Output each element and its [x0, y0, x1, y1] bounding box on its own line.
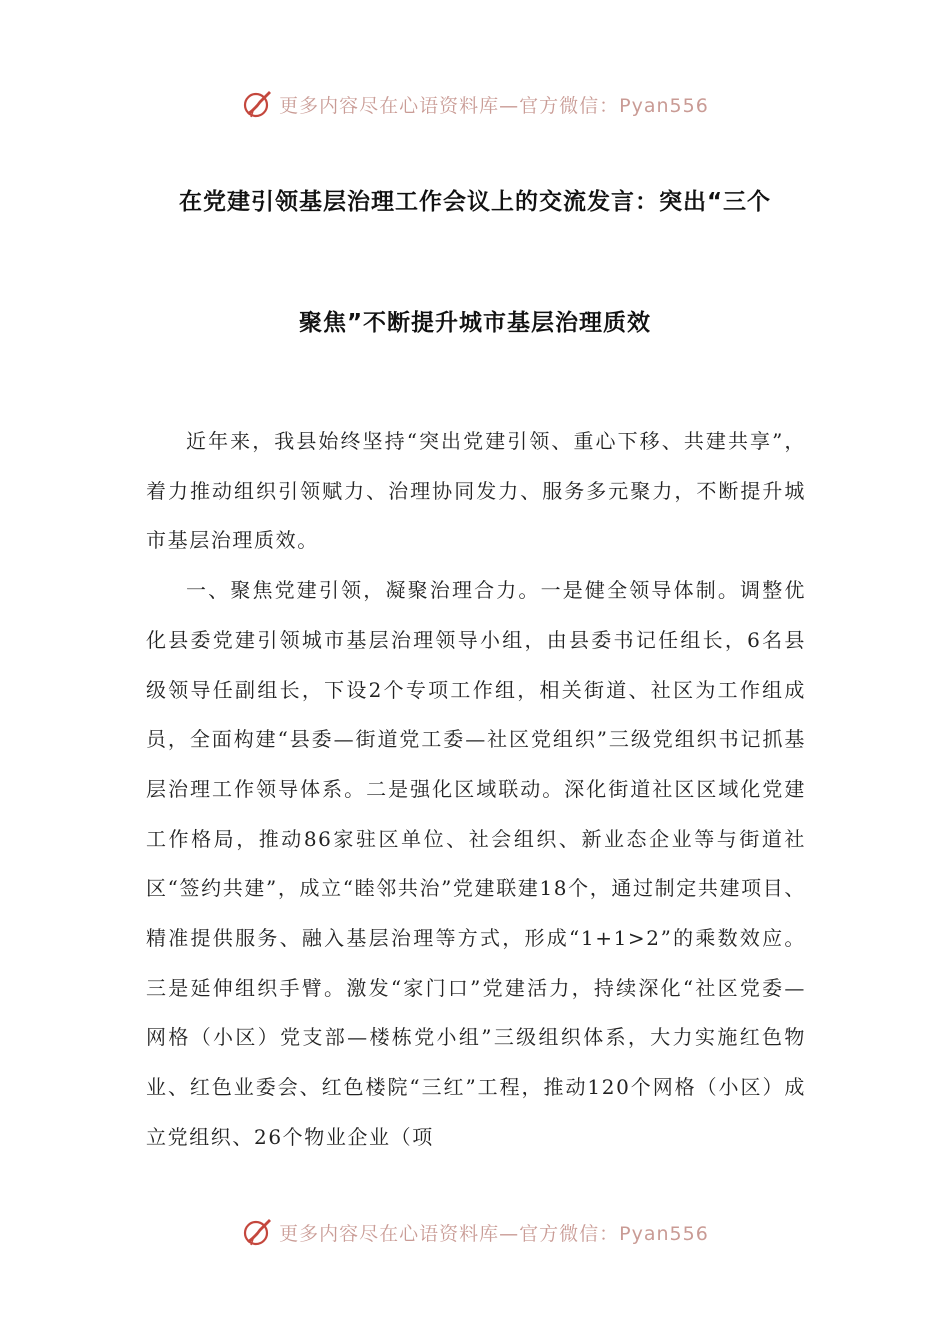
- pen-circle-logo-icon: [241, 1215, 275, 1249]
- document-body: [146, 417, 806, 1163]
- watermark-text: 更多内容尽在心语资料库—官方微信：Pyan556: [279, 1222, 709, 1245]
- header-watermark: [0, 84, 950, 124]
- paragraph-section-1: 一、聚焦党建引领，凝聚治理合力。一是健全领导体制。调整优化县委党建引领城市基层治理领导小组，由县委书记任组长，6名县级领导任副组长，下设2个专项工作组，相关街道、社区为工作组成员，全面构建“县委—街道党工委—社区党组织”三级党组织书记抓基层治理工作领导体系。二是强化区域联动。深化街道社区区域化党建工作格局，推动86家驻区单位、社会组织、新业态企业等与街道社区“签约共建”，成立“睦邻共治”党建联建18个，通过制定共建项目、精准提供服务、融入基层治理等方式，形成“1+1>2”的乘数效应。三是延伸组织手臂。激发“家门口”党建活力，持续深化“社区党委—网格（小区）党支部—楼栋党小组”三级组织体系，大力实施红色物业、红色业委会、红色楼院“三红”工程，推动120个网格（小区）成立党组织、26个物业企业（项: [146, 578, 806, 1149]
- paragraph-intro: 近年来，我县始终坚持“突出党建引领、重心下移、共建共享”，着力推动组织引领赋力、治理协同发力、服务多元聚力，不断提升城市基层治理质效。: [146, 429, 806, 553]
- document-title-line-2: 聚焦”不断提升城市基层治理质效: [298, 310, 652, 336]
- footer-watermark: [0, 1212, 950, 1252]
- watermark-text: 更多内容尽在心语资料库—官方微信：Pyan556: [279, 94, 709, 117]
- document-title-line-1: 在党建引领基层治理工作会议上的交流发言：突出“三个: [178, 189, 772, 215]
- pen-circle-logo-icon: [241, 87, 275, 121]
